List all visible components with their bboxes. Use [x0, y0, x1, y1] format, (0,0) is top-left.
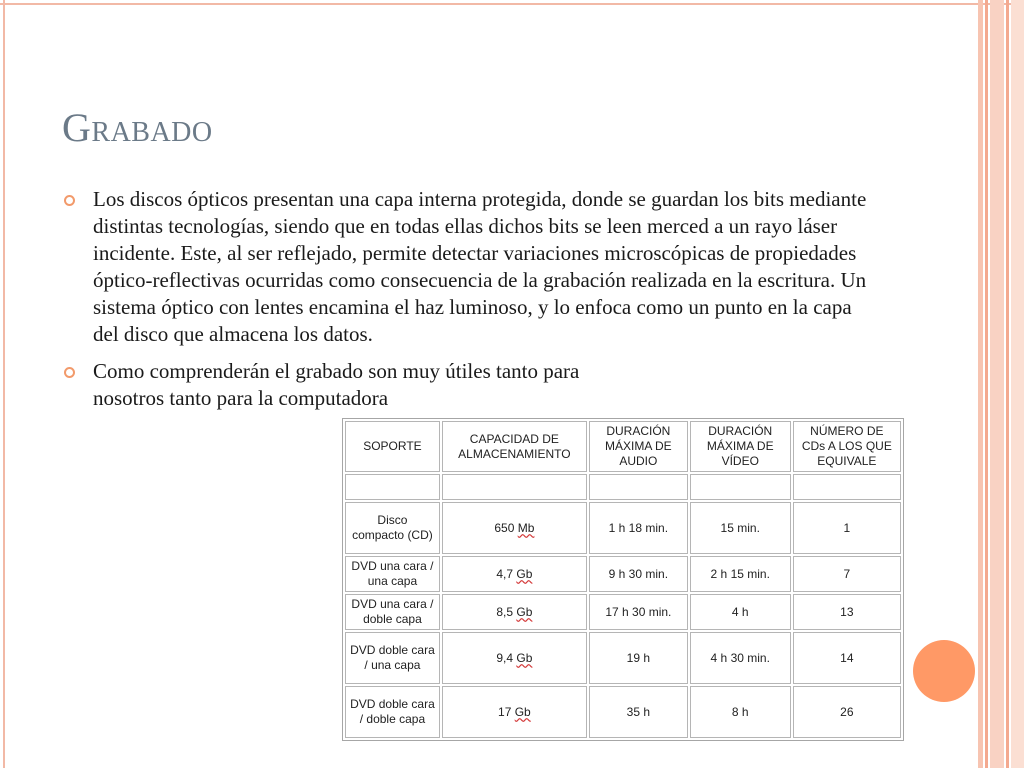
cds-cell: 14	[793, 632, 901, 684]
table-row	[345, 594, 901, 630]
stripe	[1011, 0, 1024, 768]
capacity-cell	[442, 686, 587, 738]
capacity-unit: Gb	[516, 604, 533, 619]
capacity-unit: Mb	[517, 520, 535, 535]
support-cell: DVD doble cara / una capa	[345, 632, 440, 684]
audio-cell: 19 h	[589, 632, 688, 684]
header-cell: DURACIÓN MÁXIMA DE AUDIO	[589, 421, 688, 472]
empty-cell	[690, 474, 791, 500]
stripe	[1006, 0, 1009, 768]
table-row-empty	[345, 474, 901, 500]
table-row	[345, 556, 901, 592]
stripe	[985, 0, 988, 768]
capacity-value: 650	[494, 520, 515, 535]
support-cell: DVD una cara / una capa	[345, 556, 440, 592]
empty-cell	[442, 474, 587, 500]
table-row	[345, 632, 901, 684]
cds-cell: 26	[793, 686, 901, 738]
bullet-ring-icon	[64, 367, 75, 378]
bullet-text: Como comprenderán el grabado son muy útiles tanto para nosotros tanto para la computadora	[93, 359, 580, 410]
empty-cell	[793, 474, 901, 500]
capacity-unit: Gb	[516, 566, 533, 581]
bullet-ring-icon	[64, 195, 75, 206]
stripe	[990, 0, 1004, 768]
capacity-cell	[442, 502, 587, 554]
table-row	[345, 686, 901, 738]
support-cell: DVD una cara / doble capa	[345, 594, 440, 630]
video-cell: 2 h 15 min.	[690, 556, 791, 592]
cds-cell: 7	[793, 556, 901, 592]
header-cell: NÚMERO DE CDs A LOS QUE EQUIVALE	[793, 421, 901, 472]
capacity-unit: Gb	[514, 704, 531, 719]
bullet-text: Los discos ópticos presentan una capa interna protegida, donde se guardan los bits mediante distintas tecnologías, siendo que en todas ellas dichos bits se leen merced a un rayo láser incidente. Este, al ser reflejado, permite detectar variaciones microscópicas de propiedades óptico-reflectivas ocurridas como consecuencia de la grabación realizada en la escritura. Un sistema óptico con lentes encamina el haz luminoso, y lo enfoca como un punto en la capa del disco que almacena los datos.	[93, 187, 867, 346]
decorative-stripes	[978, 0, 1024, 768]
capacity-value: 4,7	[496, 566, 514, 581]
support-cell: DVD doble cara / doble capa	[345, 686, 440, 738]
table-row	[345, 502, 901, 554]
audio-cell: 35 h	[589, 686, 688, 738]
video-cell: 15 min.	[690, 502, 791, 554]
bullet-item	[62, 358, 603, 412]
empty-cell	[589, 474, 688, 500]
support-cell: Disco compacto (CD)	[345, 502, 440, 554]
frame-left-line	[3, 0, 5, 768]
header-cell: SOPORTE	[345, 421, 440, 472]
frame-top-line	[0, 3, 1024, 5]
header-cell: DURACIÓN MÁXIMA DE VÍDEO	[690, 421, 791, 472]
empty-cell	[345, 474, 440, 500]
capacity-unit: Gb	[516, 650, 533, 665]
capacity-value: 17	[498, 704, 512, 719]
capacity-value: 9,4	[496, 650, 514, 665]
bullet-list	[62, 186, 882, 422]
audio-cell: 1 h 18 min.	[589, 502, 688, 554]
cds-cell: 13	[793, 594, 901, 630]
decorative-circle	[913, 640, 975, 702]
table-header-row	[345, 421, 901, 472]
cds-cell: 1	[793, 502, 901, 554]
capacity-cell	[442, 632, 587, 684]
capacity-cell	[442, 556, 587, 592]
audio-cell: 17 h 30 min.	[589, 594, 688, 630]
video-cell: 4 h	[690, 594, 791, 630]
audio-cell: 9 h 30 min.	[589, 556, 688, 592]
video-cell: 8 h	[690, 686, 791, 738]
header-cell: CAPACIDAD DE ALMACENAMIENTO	[442, 421, 587, 472]
capacity-value: 8,5	[496, 604, 514, 619]
stripe	[978, 0, 983, 768]
storage-media-table	[342, 418, 904, 741]
slide-title: Grabado	[62, 105, 213, 150]
capacity-cell	[442, 594, 587, 630]
bullet-item	[62, 186, 882, 348]
video-cell: 4 h 30 min.	[690, 632, 791, 684]
